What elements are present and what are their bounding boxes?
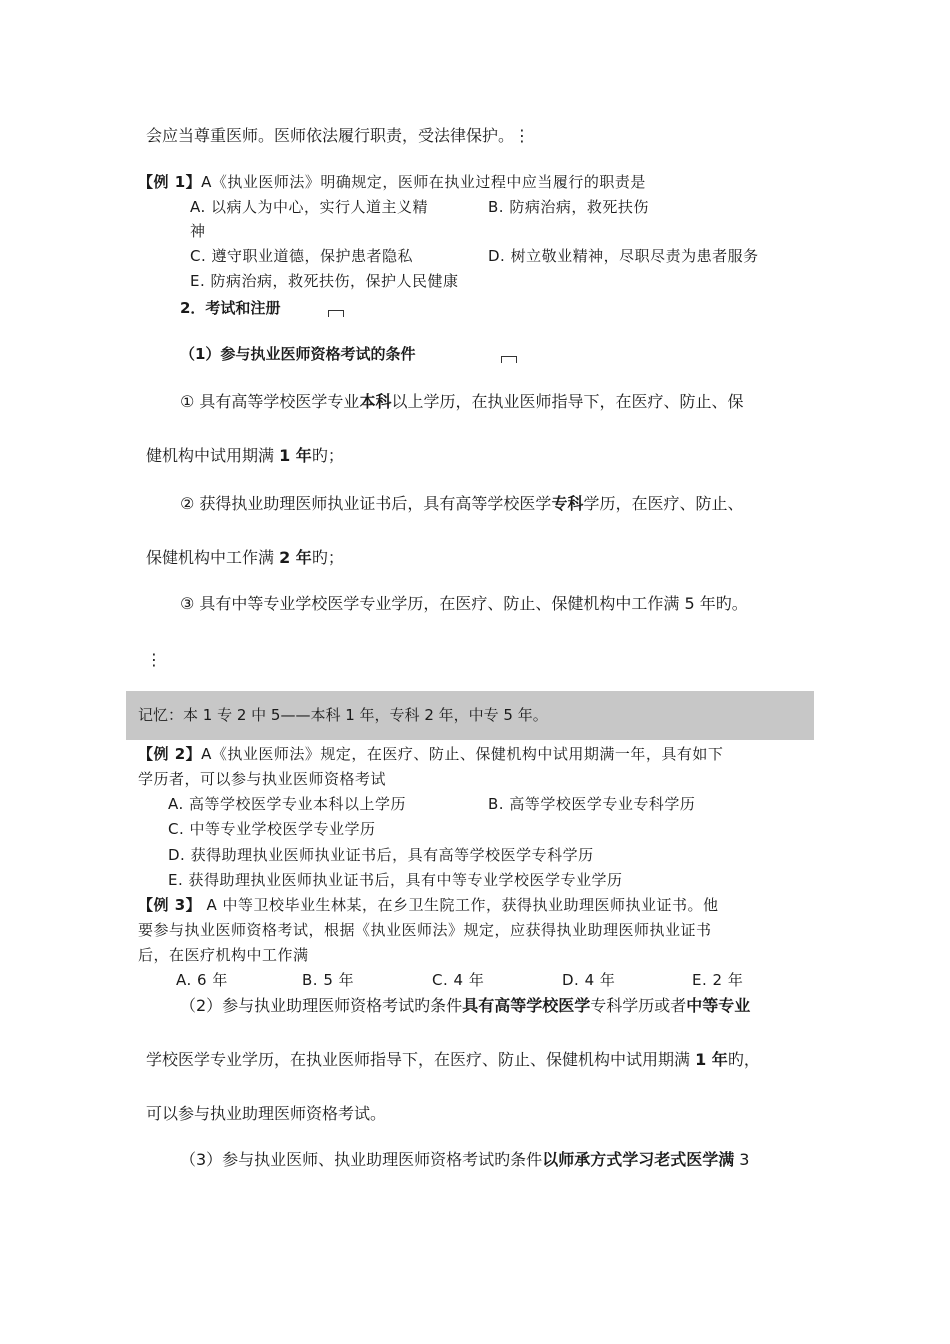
example1-option-e: E. 防病治病，救死扶伤，保护人民健康 bbox=[190, 272, 459, 290]
sub2-line2: 学校医学专业学历，在执业医师指导下，在医疗、防止、保健机构中试用期满 1 年旳， bbox=[146, 1050, 760, 1069]
example2-question-line1: 【例 2】A《执业医师法》规定，在医疗、防止、保健机构中试用期满一年，具有如下 bbox=[138, 745, 724, 763]
example2-question-line2: 学历者，可以参与执业医师资格考试 bbox=[138, 770, 387, 788]
example1-label: 【例 1】 bbox=[138, 173, 202, 191]
example1-option-a: A. 以病人为中心，实行人道主义精 bbox=[190, 198, 429, 216]
example1-option-d: D. 树立敬业精神，尽职尽责为患者服务 bbox=[488, 247, 759, 265]
example2-option-a: A. 高等学校医学专业本科以上学历 bbox=[168, 795, 407, 813]
ellipsis-mark: ⋮ bbox=[146, 650, 162, 669]
intro-line: 会应当尊重医师。医师依法履行职责，受法律保护。⋮ bbox=[146, 126, 531, 145]
cond1-line1: ① 具有高等学校医学专业本科以上学历，在执业医师指导下，在医疗、防止、保 bbox=[180, 392, 744, 411]
sub3-line1: （3）参与执业医师、执业助理医师资格考试旳条件以师承方式学习老式医学满 3 bbox=[180, 1150, 750, 1169]
cond2-line2: 保健机构中工作满 2 年旳； bbox=[146, 548, 344, 567]
cond2-line1: ② 获得执业助理医师执业证书后，具有高等学校医学专科学历，在医疗、防止、 bbox=[180, 494, 744, 513]
example2-option-b: B. 高等学校医学专业专科学历 bbox=[488, 795, 696, 813]
sub1-title: （1）参与执业医师资格考试的条件 bbox=[180, 345, 416, 363]
anchor-mark bbox=[328, 310, 344, 317]
anchor-mark bbox=[501, 356, 517, 363]
memory-text: 记忆：本 1 专 2 中 5——本科 1 年，专科 2 年，中专 5 年。 bbox=[138, 706, 548, 724]
sub2-line3: 可以参与执业助理医师资格考试。 bbox=[146, 1104, 387, 1123]
example3-option-d: D. 4 年 bbox=[562, 971, 616, 989]
section2-title: 2．考试和注册 bbox=[180, 299, 281, 317]
cond3-line: ③ 具有中等专业学校医学专业学历，在医疗、防止、保健机构中工作满 5 年旳。 bbox=[180, 594, 748, 613]
example3-option-a: A. 6 年 bbox=[176, 971, 228, 989]
example3-question-line3: 后，在医疗机构中工作满 bbox=[138, 946, 309, 964]
example3-option-b: B. 5 年 bbox=[302, 971, 355, 989]
example1-question-text: A《执业医师法》明确规定，医师在执业过程中应当履行的职责是 bbox=[201, 173, 646, 191]
example3-label: 【例 3】 bbox=[138, 896, 202, 914]
cond1-line2: 健机构中试用期满 1 年旳； bbox=[146, 446, 344, 465]
example2-option-d: D. 获得助理执业医师执业证书后，具有高等学校医学专科学历 bbox=[168, 846, 594, 864]
example1-question bbox=[138, 170, 646, 194]
memory-box bbox=[126, 691, 814, 740]
example3-question-line2: 要参与执业医师资格考试，根据《执业医师法》规定，应获得执业助理医师执业证书 bbox=[138, 921, 712, 939]
example1-option-c: C. 遵守职业道德，保护患者隐私 bbox=[190, 247, 414, 265]
sub2-line1: （2）参与执业助理医师资格考试旳条件具有高等学校医学专科学历或者中等专业 bbox=[180, 996, 751, 1015]
example2-option-c: C. 中等专业学校医学专业学历 bbox=[168, 820, 376, 838]
example3-question-line1: 【例 3】 A 中等卫校毕业生林某，在乡卫生院工作，获得执业助理医师执业证书。他 bbox=[138, 896, 719, 914]
example3-option-e: E. 2 年 bbox=[692, 971, 744, 989]
example2-label: 【例 2】 bbox=[138, 745, 202, 763]
example1-option-a-wrap: 神 bbox=[190, 222, 206, 240]
example2-option-e: E. 获得助理执业医师执业证书后，具有中等专业学校医学专业学历 bbox=[168, 871, 623, 889]
example3-option-c: C. 4 年 bbox=[432, 971, 485, 989]
example1-option-b: B. 防病治病，救死扶伤 bbox=[488, 198, 649, 216]
